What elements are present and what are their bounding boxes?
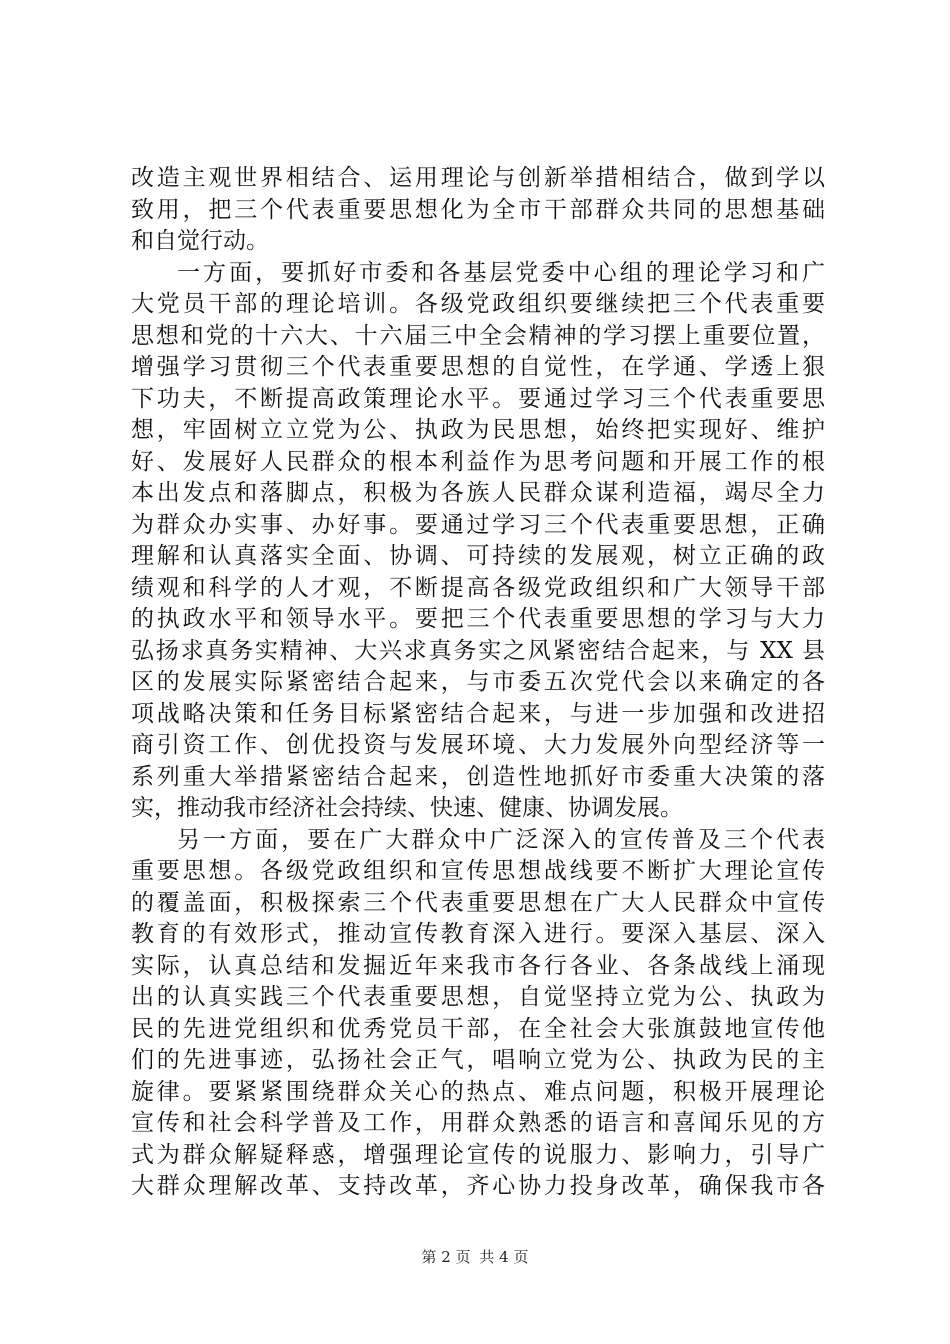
text-line: 为群众办实事、办好事。要通过学习三个代表重要思想，正确 — [131, 511, 825, 538]
page-total: 共 4 页 — [479, 1248, 529, 1266]
text-line: 改造主观世界相结合、运用理论与创新举措相结合，做到学以 — [131, 165, 825, 191]
text-line: 大群众理解改革、支持改革，齐心协力投身改革，确保我市各 — [131, 1173, 825, 1199]
text-line: 想，牢固树立立党为公、执政为民思想，始终把实现好、维护 — [131, 417, 825, 443]
text-line: 好、发展好人民群众的根本利益作为思考问题和开展工作的根 — [131, 448, 825, 475]
text-line: 教育的有效形式，推动宣传教育深入进行。要深入基层、深入 — [131, 921, 825, 947]
text-line: 旋律。要紧紧围绕群众关心的热点、难点问题，积极开展理论 — [131, 1078, 825, 1105]
text-line: 绩观和科学的人才观，不断提高各级党政组织和广大领导干部 — [131, 574, 825, 601]
text-line: 本出发点和落脚点，积极为各族人民群众谋利造福，竭尽全力 — [131, 480, 825, 506]
document-body — [131, 163, 825, 1203]
text-line: 宣传和社会科学普及工作，用群众熟悉的语言和喜闻乐见的方 — [131, 1110, 825, 1136]
text-line: 的执政水平和领导水平。要把三个代表重要思想的学习与大力 — [131, 606, 825, 632]
text-line: 式为群众解疑释惑，增强理论宣传的说服力、影响力，引导广 — [131, 1141, 825, 1168]
text-line: 思想和党的十六大、十六届三中全会精神的学习摆上重要位置， — [131, 322, 825, 349]
text-line: 的覆盖面，积极探索三个代表重要思想在广大人民群众中宣传 — [131, 889, 825, 916]
text-line: 系列重大举措紧密结合起来，创造性地抓好市委重大决策的落 — [131, 763, 825, 790]
text-line: 和自觉行动。 — [131, 228, 269, 254]
text-line: 致用，把三个代表重要思想化为全市干部群众共同的思想基础 — [131, 196, 825, 223]
text-line: 大党员干部的理论培训。各级党政组织要继续把三个代表重要 — [131, 291, 825, 317]
text-line: 重要思想。各级党政组织和宣传思想战线要不断扩大理论宣传 — [131, 858, 825, 884]
text-line: 区的发展实际紧密结合起来，与市委五次党代会以来确定的各 — [131, 669, 825, 695]
text-line: 实际，认真总结和发掘近年来我市各行各业、各条战线上涌现 — [131, 952, 825, 979]
text-line: 商引资工作、创优投资与发展环境、大力发展外向型经济等一 — [131, 732, 825, 758]
text-line: 出的认真实践三个代表重要思想，自觉坚持立党为公、执政为 — [131, 984, 825, 1010]
page-footer — [0, 1246, 950, 1267]
text-line: 实，推动我市经济社会持续、快速、健康、协调发展。 — [131, 795, 683, 821]
text-line: 弘扬求真务实精神、大兴求真务实之风紧密结合起来，与 XX 县 — [131, 637, 825, 664]
text-line: 项战略决策和任务目标紧密结合起来，与进一步加强和改进招 — [131, 700, 825, 727]
text-line: 增强学习贯彻三个代表重要思想的自觉性，在学通、学透上狠 — [131, 354, 825, 380]
text-line: 民的先进党组织和优秀党员干部，在全社会大张旗鼓地宣传他 — [131, 1015, 825, 1042]
text-line: 一方面，要抓好市委和各基层党委中心组的理论学习和广 — [177, 259, 825, 286]
text-line: 们的先进事迹，弘扬社会正气，唱响立党为公、执政为民的主 — [131, 1047, 825, 1073]
page-number: 第 2 页 — [421, 1248, 471, 1266]
text-line: 下功夫，不断提高政策理论水平。要通过学习三个代表重要思 — [131, 385, 825, 412]
text-line: 理解和认真落实全面、协调、可持续的发展观，树立正确的政 — [131, 543, 825, 569]
text-line: 另一方面，要在广大群众中广泛深入的宣传普及三个代表 — [177, 826, 825, 853]
